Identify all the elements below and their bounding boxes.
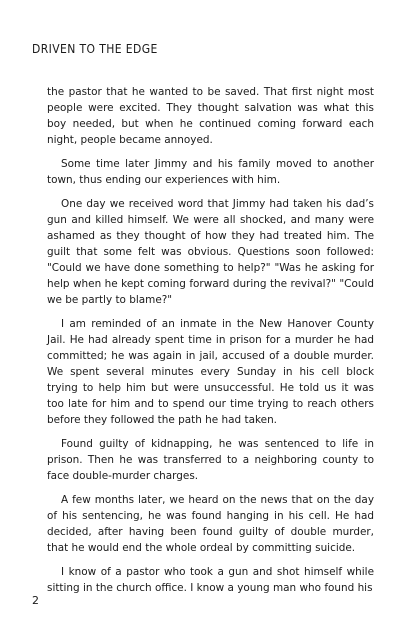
- paragraph-6: A few months later, we heard on the news that on the day of his sentencing, he was found hanging in his cell. He had decided, after having been found guilty of double murder, that he would end the whole ordeal by committing suicide.: [47, 494, 374, 554]
- running-head-title: DRIVEN TO THE EDGE: [32, 42, 158, 56]
- paragraph-5: Found guilty of kidnapping, he was sentenced to life in prison. Then he was transferred to a neighboring county to face double-murder charges.: [47, 438, 374, 482]
- page-number: 2: [32, 594, 39, 607]
- paragraph-2: Some time later Jimmy and his family moved to another town, thus ending our experiences with him.: [47, 158, 374, 186]
- paragraph-3: One day we received word that Jimmy had taken his dad’s gun and killed himself. We were all shocked, and many were ashamed as they thought of how they had treated him. The guilt that some felt was obvious. Questions soon followed: "Could we have done something to help?" "Was he asking for help when he kept coming forward during the revival?" "Could we be partly to blame?": [47, 198, 374, 306]
- paragraph-4: I am reminded of an inmate in the New Hanover County Jail. He had already spent time in prison for a murder he had committed; he was again in jail, accused of a double murder. We spent several minutes every Sunday in his cell block trying to help him but were unsuccessful. He told us it was too late for him and to spend our time trying to reach others before they followed the path he had taken.: [47, 318, 374, 426]
- paragraph-1: the pastor that he wanted to be saved. That first night most people were excited. They thought salvation was what this boy needed, but when he continued coming forward each night, people became annoyed.: [47, 86, 374, 146]
- paragraph-7: I know of a pastor who took a gun and shot himself while sitting in the church office. I know a young man who found his: [47, 566, 374, 594]
- body-text: [47, 84, 374, 596]
